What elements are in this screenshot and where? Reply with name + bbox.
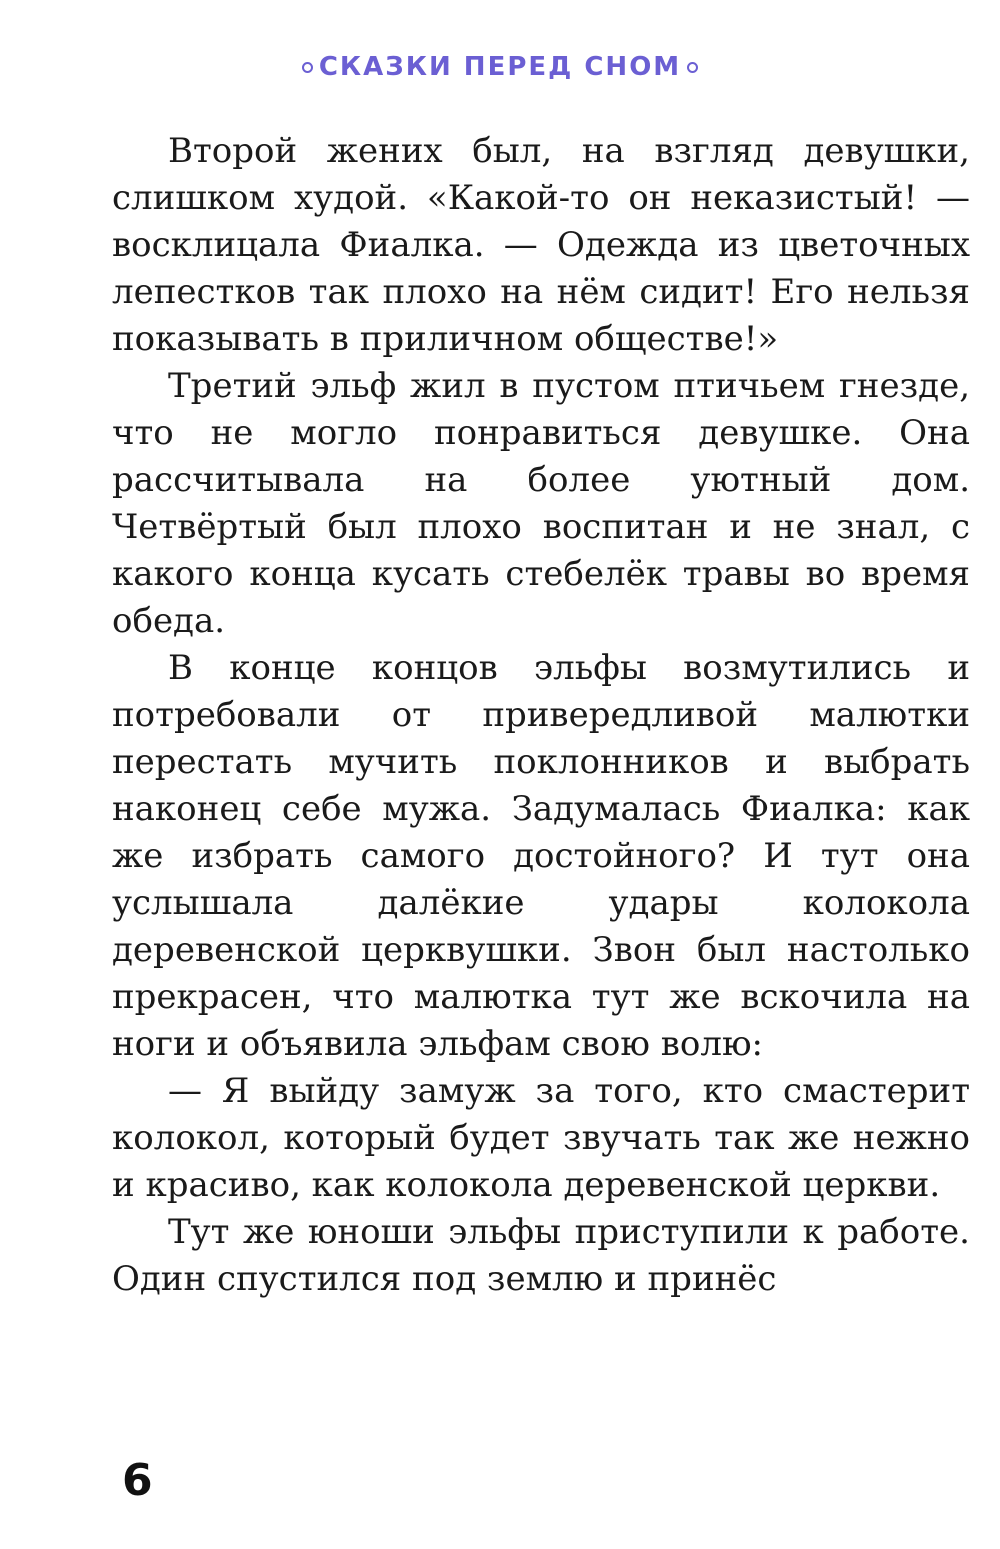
paragraph-4-dialogue: — Я выйду замуж за того, кто смастерит колокол, который будет звучать так же нежно и красиво, как колокола деревенской церкви. xyxy=(112,1071,970,1205)
page-number: 6 xyxy=(122,1455,153,1506)
ornament-circle-left xyxy=(302,62,313,73)
running-header xyxy=(0,52,1000,82)
paragraph-3: В конце концов эльфы возмутились и потребовали от привередливой малютки перестать мучить поклонников и выбрать наконец себе мужа. Задумалась Фиалка: как же избрать самого достойного? И тут она услышала далёкие удары колокола деревенской церквушки. Звон был настолько прекрасен, что малютка тут же вскочила на ноги и объявила эльфам свою волю: xyxy=(112,648,970,1064)
paragraph-2: Третий эльф жил в пустом птичьем гнезде, что не могло понравиться девушке. Она рассчитывала на более уютный дом. Четвёртый был плохо воспитан и не знал, с какого конца кусать стебелёк травы во время обеда. xyxy=(112,366,970,641)
body-text xyxy=(112,128,970,1303)
paragraph-1: Второй жених был, на взгляд девушки, слишком худой. «Какой-то он неказистый! — восклицала Фиалка. — Одежда из цветочных лепестков так плохо на нём сидит! Его нельзя показывать в приличном обществе!» xyxy=(112,131,970,359)
paragraph-5: Тут же юноши эльфы приступили к работе. Один спустился под землю и принёс xyxy=(112,1212,970,1299)
ornament-circle-right xyxy=(687,62,698,73)
running-title: СКАЗКИ ПЕРЕД СНОМ xyxy=(318,52,682,82)
